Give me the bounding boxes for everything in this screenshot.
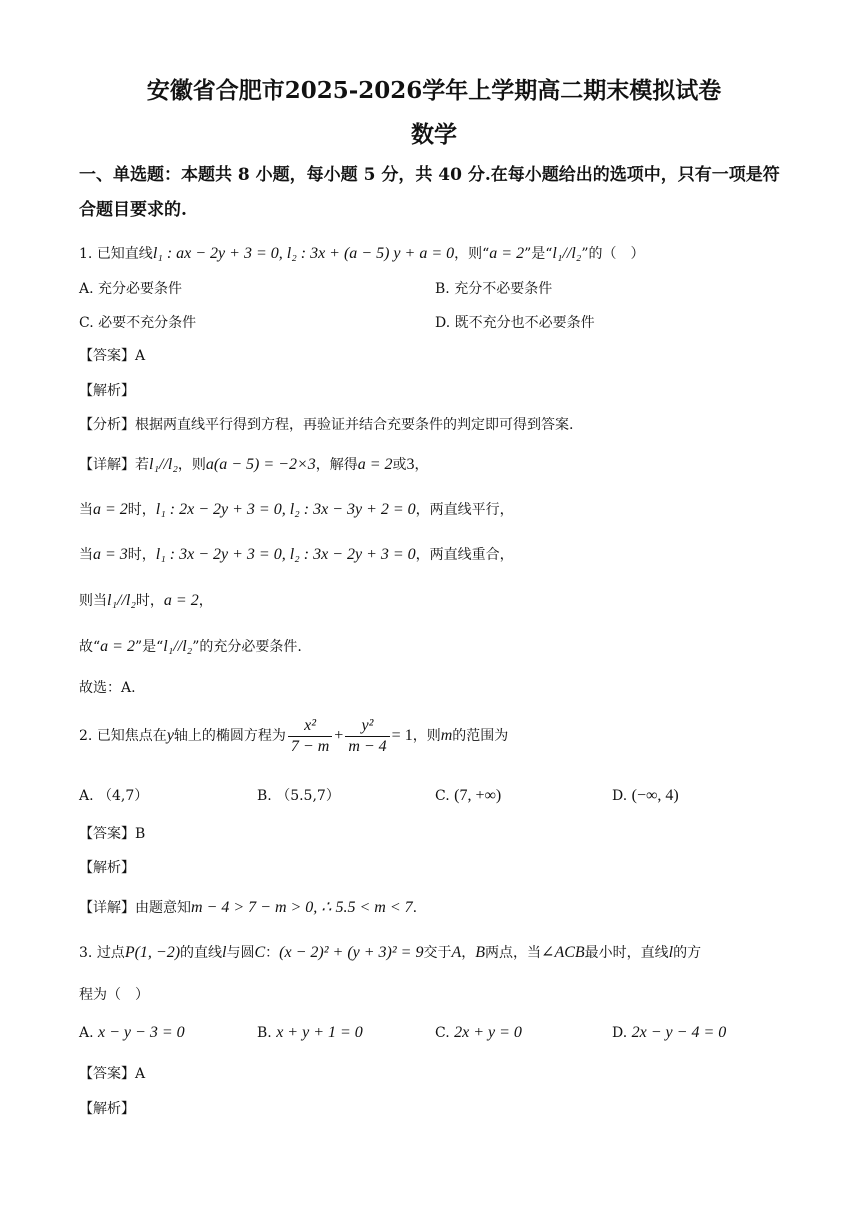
question-text: 已知直线 — [96, 246, 153, 262]
answer-line: 【答案】A — [79, 348, 146, 364]
detail-line-5: 故“a = 2”是“l₁//l₂”的充分必要条件. — [79, 638, 302, 655]
option-c: C. (7, +∞) — [435, 787, 502, 804]
question-2-stem: 2. 已知焦点在y轴上的椭圆方程为 $\frac{\text{x²}}{7 - m}$ + $\frac{\text{y²}}{m - 4}$ = 1，则m的范围为 — [79, 716, 509, 755]
question-number: 2. — [79, 728, 93, 744]
document-title: 安徽省合肥市2025-2026学年上学期高二期末模拟试卷 — [146, 77, 722, 104]
analysis-label: 【解析】 — [79, 1101, 135, 1117]
math-expression: l₁ : ax − 2y + 3 = 0, l₂ : 3x + (a − 5) y + a = 0 — [152, 245, 455, 262]
question-number: 1. — [79, 246, 93, 262]
fraction-1: $\frac{\text{x²}}{7 - m}$ — [288, 716, 332, 757]
option-b: B. （5.5,7） — [257, 788, 340, 804]
fraction-2: $\frac{\text{y²}}{m - 4}$ — [345, 716, 389, 757]
detail-line-1: 【详解】若l₁//l₂，则a(a − 5) = −2×3，解得a = 2或3， — [79, 456, 429, 473]
question-text: ”的（ ） — [581, 246, 645, 262]
section-heading-line2: 合题目要求的. — [79, 200, 187, 220]
question-text: ”是“ — [524, 246, 553, 262]
option-b: B. x + y + 1 = 0 — [257, 1024, 363, 1041]
math-expression: a = 2 — [489, 245, 525, 262]
answer-line: 【答案】A — [79, 1066, 146, 1082]
option-b: B. 充分不必要条件 — [435, 281, 553, 297]
math-expression: l₁//l₂ — [552, 245, 582, 262]
question-1-stem — [79, 244, 645, 264]
analysis-label: 【解析】 — [79, 860, 135, 876]
answer-line: 【答案】B — [79, 826, 146, 842]
choose-line: 故选：A. — [79, 680, 136, 696]
question-3-stem-line2: 程为（ ） — [79, 987, 149, 1003]
subject-heading: 数学 — [411, 121, 457, 148]
option-d: D. 2x − y − 4 = 0 — [612, 1024, 727, 1041]
option-a: A. x − y − 3 = 0 — [79, 1024, 185, 1041]
detail-line: 【详解】由题意知m − 4 > 7 − m > 0, ∴ 5.5 < m < 7. — [79, 899, 418, 916]
section-heading-line1: 一、单选题：本题共 8 小题，每小题 5 分，共 40 分.在每小题给出的选项中，只有一项是符 — [79, 165, 780, 185]
option-c: C. 2x + y = 0 — [435, 1024, 522, 1041]
option-c: C. 必要不充分条件 — [79, 315, 197, 331]
detail-line-4: 则当l₁//l₂时，a = 2， — [79, 592, 213, 609]
question-3-stem-line1: 3. 过点P(1, −2)的直线l与圆C：(x − 2)² + (y + 3)² = 9交于A，B两点，当∠ACB最小时，直线l的方 — [79, 944, 702, 961]
analysis-label: 【解析】 — [79, 383, 135, 399]
option-a: A. 充分必要条件 — [79, 281, 183, 297]
detail-line-2: 当a = 2时，l₁ : 2x − 2y + 3 = 0, l₂ : 3x − 3y + 2 = 0，两直线平行， — [79, 501, 514, 518]
question-text: ，则“ — [454, 246, 490, 262]
option-d: D. 既不充分也不必要条件 — [435, 315, 595, 331]
option-a: A. （4,7） — [79, 788, 149, 804]
detail-line-3: 当a = 3时，l₁ : 3x − 2y + 3 = 0, l₂ : 3x − 2y + 3 = 0，两直线重合， — [79, 546, 514, 563]
analysis-summary: 【分析】根据两直线平行得到方程，再验证并结合充要条件的判定即可得到答案. — [79, 417, 574, 433]
question-number: 3. — [79, 945, 93, 961]
option-d: D. (−∞, 4) — [612, 787, 679, 804]
